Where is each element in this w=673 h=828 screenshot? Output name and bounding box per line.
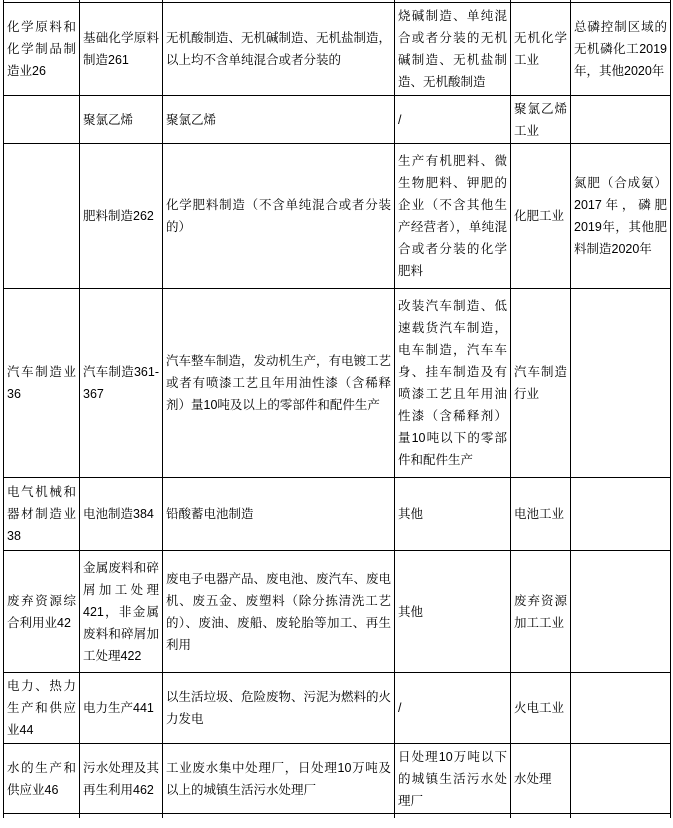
table-cell: 化学肥料制造（不含单纯混合或者分装的）: [163, 144, 395, 289]
table-cell: 汽车制造行业: [511, 289, 571, 478]
table-cell: 废弃资源加工工业: [511, 551, 571, 673]
table-cell: 火电工业: [511, 673, 571, 744]
table-cell: [511, 814, 571, 819]
table-cell: 电力、热力生产和供应业44: [4, 673, 80, 744]
table-cell: 其他: [395, 478, 511, 551]
table-cell: [571, 478, 671, 551]
table-cell: [571, 814, 671, 819]
table-cell: 日处理10万吨以下的城镇生活污水处理厂: [395, 744, 511, 814]
table-row: [4, 96, 671, 144]
table-cell: 电池工业: [511, 478, 571, 551]
table-cell: 废弃资源综合利用业42: [4, 551, 80, 673]
table-cell: 水的生产和供应业46: [4, 744, 80, 814]
table-cell: 生产有机肥料、微生物肥料、钾肥的企业（不含其他生产经营者），单纯混合或者分装的化学肥料: [395, 144, 511, 289]
table-cell: 汽车制造361-367: [80, 289, 163, 478]
table-cell: 以生活垃圾、危险废物、污泥为燃料的火力发电: [163, 673, 395, 744]
table-cell: [4, 814, 80, 819]
table-cell: 基础化学原料制造261: [80, 3, 163, 96]
table-cell: 烧碱制造、单纯混合或者分装的无机碱制造、无机盐制造、无机酸制造: [395, 3, 511, 96]
table-cell: 铅酸蓄电池制造: [163, 478, 395, 551]
table-cell: [571, 551, 671, 673]
table-cell: 汽车制造业36: [4, 289, 80, 478]
table-row: [4, 673, 671, 744]
table-cell: /: [395, 96, 511, 144]
table-cell: 电力生产441: [80, 673, 163, 744]
table-cell: 改装汽车制造、低速载货汽车制造，电车制造，汽车车身、挂车制造及有喷漆工艺且年用油性漆（含稀释剂）量10吨以下的零部件和配件生产: [395, 289, 511, 478]
table-cell: 总磷控制区域的无机磷化工2019年，其他2020年: [571, 3, 671, 96]
table-row: [4, 3, 671, 96]
table-cell: [571, 96, 671, 144]
table-cell: 化学原料和化学制品制造业26: [4, 3, 80, 96]
table-cell: 氮肥（合成氨）2017年，磷肥2019年，其他肥料制造2020年: [571, 144, 671, 289]
table-row: [4, 744, 671, 814]
table-cell: 聚氯乙烯: [80, 96, 163, 144]
table-cell: 水处理: [511, 744, 571, 814]
table-cell: [4, 96, 80, 144]
table-cell: 废电子电器产品、废电池、废汽车、废电机、废五金、废塑料（除分拣清洗工艺的）、废油、废船、废轮胎等加工、再生利用: [163, 551, 395, 673]
table-cell: [395, 814, 511, 819]
table-cell: 无机化学工业: [511, 3, 571, 96]
table-row-cropped-bottom: [4, 814, 671, 819]
industry-table: [3, 0, 671, 818]
table-cell: 无机酸制造、无机碱制造、无机盐制造，以上均不含单纯混合或者分装的: [163, 3, 395, 96]
table-cell: [163, 814, 395, 819]
table-cell: 聚氯乙烯工业: [511, 96, 571, 144]
table-cell: 聚氯乙烯: [163, 96, 395, 144]
table-cell: [571, 289, 671, 478]
table-cell: 化肥工业: [511, 144, 571, 289]
table-cell: [4, 144, 80, 289]
table-cell: 其他: [395, 551, 511, 673]
table-cell: [571, 744, 671, 814]
table-cell: [80, 814, 163, 819]
table-row: [4, 478, 671, 551]
table-cell: 汽车整车制造，发动机生产，有电镀工艺或者有喷漆工艺且年用油性漆（含稀释剂）量10吨及以上的零部件和配件生产: [163, 289, 395, 478]
table-cell: 污水处理及其再生利用462: [80, 744, 163, 814]
table-row: [4, 289, 671, 478]
table-cell: 电气机械和器材制造业38: [4, 478, 80, 551]
table-cell: 电池制造384: [80, 478, 163, 551]
table-cell: 金属废料和碎屑加工处理421，非金属废料和碎屑加工处理422: [80, 551, 163, 673]
table-cell: 肥料制造262: [80, 144, 163, 289]
table-cell: [571, 673, 671, 744]
table-row: [4, 144, 671, 289]
table-cell: /: [395, 673, 511, 744]
table-cell: 工业废水集中处理厂，日处理10万吨及以上的城镇生活污水处理厂: [163, 744, 395, 814]
table-row: [4, 551, 671, 673]
